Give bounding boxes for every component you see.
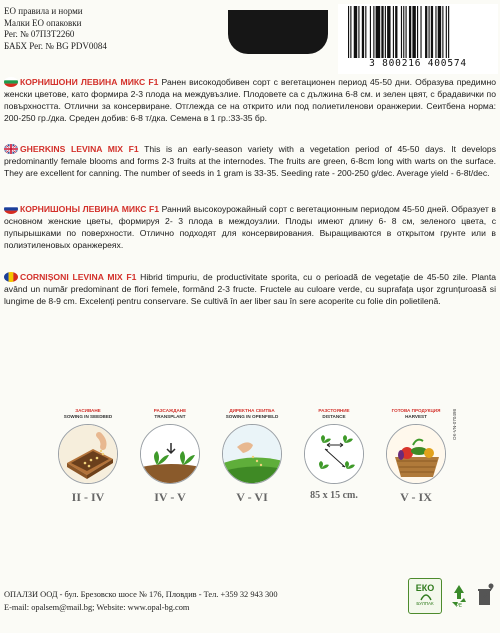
romania-flag-icon: [4, 272, 18, 282]
step-value: V - VI: [236, 490, 268, 504]
step-distance: [302, 408, 366, 518]
section-text: Ранен високодобивен сорт с вегетационен период 45-50 дни. Образува предимно женски цветове, като формира 2-3 плода на междувъзлие. Плодовете са с дължина 6-8 см. и зелен цвят, с брадавички по повърхността. Отлични за консервиране. Отглежда се на открито или под полиетиленови оранжерии. Сеитбена норма: 200-250 гр./дка. Среден добив: 6-8 т/дка. Семена в 1 гр.:33-35 бр.: [4, 77, 496, 124]
section-heading: КОРНИШОНИ ЛЕВИНА МИКС F1: [20, 77, 159, 87]
section-text: Hibrid timpuriu, de productivitate sporita, cu o perioadă de vegetație de 45-50 zile. Planta având un număr predominant de flori femele, formând 2-3 fructe. Fructele au culoare verde, cu suprafața ușor zgrunțuroasă si lungime de 8-9 cm. Excelenți pentru conservare. Se cultivă în aer liber sau în sere acoperite cu folie din polietilenă.: [4, 272, 496, 307]
section-text: Ранний высокоурожайный сорт с вегетационным периодом 45-50 дней. Образует в основном женские цветы, формируя 2- 3 плода в междоузлии. Плоды имеют длину 6- 8 см, зеленого цвета, с пупырышками по поверхности. Отлично подходят для консервирования. Выращиваются в открытом грунте или в полиэтиленовых оранжереях.: [4, 204, 496, 251]
trash-bin-icon: [474, 582, 496, 610]
plant-distance-icon: [304, 424, 364, 484]
step-harvest: [384, 408, 448, 518]
recycle-icon: [448, 582, 470, 608]
header-line: Малки ЕО опаковки: [4, 17, 82, 28]
barcode: [338, 4, 498, 74]
barcode-bars-icon: [346, 6, 490, 58]
step-label: РАЗСТОЯНИЕ DISTANCE: [318, 408, 350, 419]
step-transplant: [138, 408, 202, 518]
step-sowing-seedbed: [56, 408, 120, 518]
step-direct-sowing: [220, 408, 284, 518]
certification-logos: [408, 578, 498, 618]
open-field-sowing-icon: [222, 424, 282, 484]
step-label: ГОТОВА ПРОДУКЦИЯ HARVEST: [391, 408, 441, 419]
batch-code: ОК-VN-070498: [452, 408, 457, 440]
step-label: РАЗСАЖДАНЕ TRANSPLANT: [153, 408, 187, 419]
step-value: IV - V: [154, 490, 186, 504]
header-line: БАБХ Рег. № BG PDV0084: [4, 40, 107, 51]
uk-flag-icon: [4, 144, 18, 154]
growing-calendar: [56, 408, 448, 528]
section-heading: GHERKINS LEVINA MIX F1: [20, 144, 139, 154]
company-contacts: E-mail: opalsem@mail.bg; Website: www.opal-bg.com: [4, 603, 190, 612]
barcode-number: 3 800216 400574: [369, 58, 467, 69]
step-value: 85 x 15 cm.: [310, 490, 358, 501]
step-label: ЗАСИВАНЕ SOWING IN SEEDBED: [63, 408, 113, 419]
svg-text:PE: PE: [455, 603, 463, 608]
vegetable-basket-icon: [386, 424, 446, 484]
russia-flag-icon: [4, 204, 18, 214]
header-line: Рег. № 07ПЗТ2260: [4, 29, 75, 39]
hang-slot: [228, 10, 328, 54]
section-text: This is an early-season variety with a vegetation period of 45-50 days. It develops predominantly female blooms and forms 2-3 fruits at the internodes. The fruits are green, 6-8cm long with warts on the surface. They are excellent for canning. The number of seeds in 1 gram is 33-35. Seeding rate - 200-250 g/dec. Average yield - 6-8t/dec.: [4, 144, 496, 179]
section-heading: КОРНИШОНЫ ЛЕВИНА МИКС F1: [20, 204, 160, 214]
seedlings-icon: [140, 424, 200, 484]
registration-info: [4, 6, 204, 52]
step-value: V - IX: [400, 490, 432, 504]
company-footer: [4, 588, 404, 614]
eco-bulpak-logo: ЕКО БУЛПАК: [408, 578, 442, 614]
header-line: ЕО правила и норми: [4, 6, 83, 16]
step-label: ДИРЕКТНА СЕИТБА SOWING IN OPENFIELD: [225, 408, 279, 419]
section-bulgarian: [4, 76, 496, 124]
step-value: II - IV: [71, 490, 105, 504]
section-english: [4, 143, 496, 179]
company-address: ОПАЛЗИ ООД - бул. Брезовско шосе № 176, Пловдив - Тел. +359 32 943 300: [4, 590, 278, 599]
seed-tray-icon: [58, 424, 118, 484]
section-heading: CORNIȘONI LEVINA MIX F1: [20, 272, 137, 282]
section-romanian: [4, 271, 496, 307]
section-russian: [4, 203, 496, 251]
bulgaria-flag-icon: [4, 77, 18, 87]
